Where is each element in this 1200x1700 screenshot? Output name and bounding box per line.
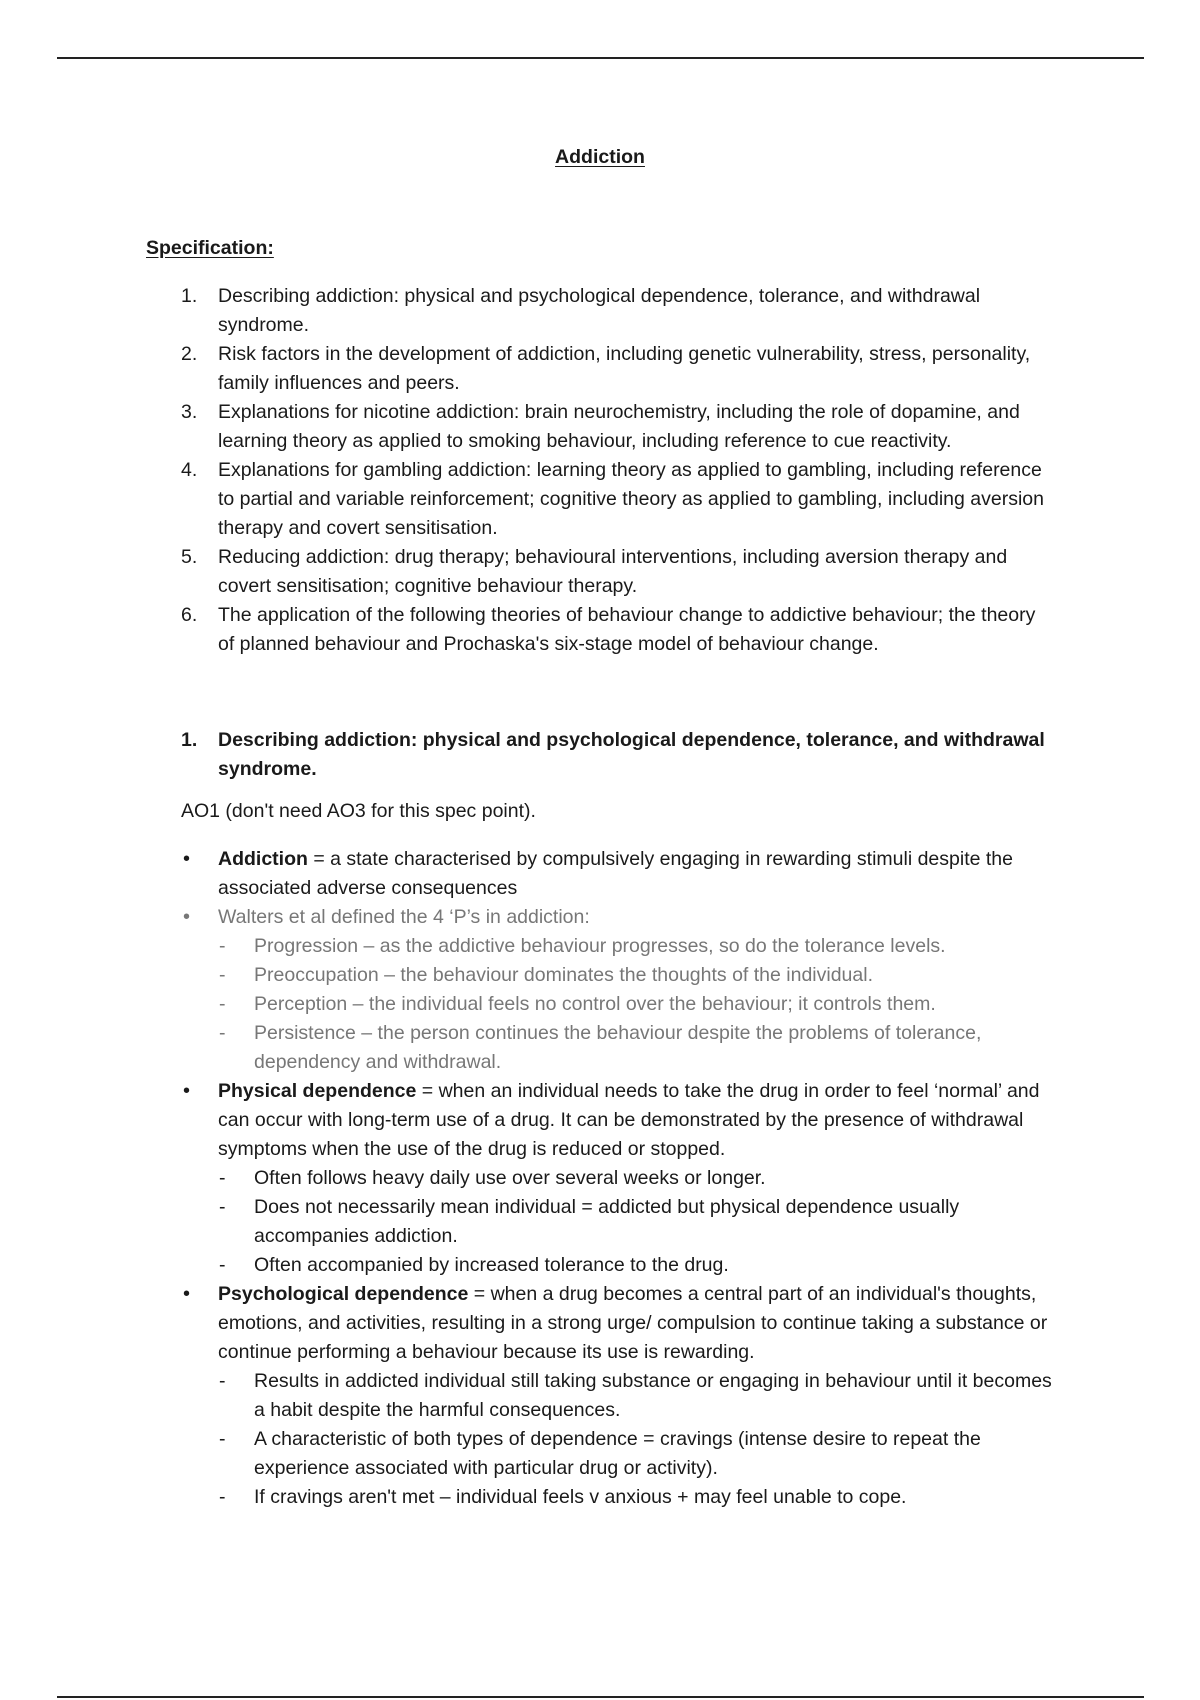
sub-point: - Progression – as the addictive behaviour progresses, so do the tolerance levels. bbox=[219, 935, 946, 957]
spec-item: 6. The application of the following theories of behaviour change to addictive behaviour; the theory of planned behaviour and Prochaska's six-stage model of behaviour change. bbox=[181, 604, 1036, 655]
sub-point: - Results in addicted individual still taking substance or engaging in behaviour until it becomes a habit despite the harmful consequences. bbox=[219, 1370, 1052, 1421]
footer-rule bbox=[57, 1696, 1144, 1698]
bullet-icon: • bbox=[183, 1080, 191, 1102]
sub-point: - A characteristic of both types of dependence = cravings (intense desire to repeat the experience associated with particular drug or activity). bbox=[219, 1428, 981, 1479]
sub-point: - Does not necessarily mean individual = addicted but physical dependence usually accompanies addiction. bbox=[219, 1196, 960, 1247]
bullet-icon: • bbox=[183, 906, 191, 928]
sub-point: - Often follows heavy daily use over several weeks or longer. bbox=[219, 1167, 766, 1189]
bullet-addiction: • Addiction = a state characterised by compulsively engaging in rewarding stimuli despite the associated adverse consequences bbox=[0, 845, 1058, 903]
ao-note: AO1 (don't need AO3 for this spec point). bbox=[181, 800, 536, 822]
spec-item: 2. Risk factors in the development of addiction, including genetic vulnerability, stress, personality, family influences and peers. bbox=[181, 343, 1031, 394]
spec-item: 3. Explanations for nicotine addiction: brain neurochemistry, including the role of dopamine, and learning theory as applied to smoking behaviour, including reference to cue reactivity. bbox=[181, 401, 1020, 452]
bullet-walters: • Walters et al defined the 4 ‘P’s in addiction: bbox=[0, 903, 1058, 932]
sub-point: - Persistence – the person continues the behaviour despite the problems of tolerance, dependency and withdrawal. bbox=[219, 1022, 982, 1073]
bullet-physical-dependence: • Physical dependence = when an individual needs to take the drug in order to feel ‘normal’ and can occur with long-term use of a drug. It can be demonstrated by the presence of withdrawal symptoms when the use of the drug is reduced or stopped. bbox=[0, 1077, 1058, 1164]
bullet-icon: • bbox=[183, 848, 191, 870]
sub-point: - If cravings aren't met – individual feels v anxious + may feel unable to cope. bbox=[219, 1486, 907, 1508]
sub-point: - Preoccupation – the behaviour dominates the thoughts of the individual. bbox=[219, 964, 874, 986]
sub-point: - Often accompanied by increased tolerance to the drug. bbox=[219, 1254, 729, 1276]
document-title: Addiction bbox=[555, 146, 645, 168]
spec-item: 5. Reducing addiction: drug therapy; behavioural interventions, including aversion therapy and covert sensitisation; cognitive behaviour therapy. bbox=[181, 546, 1008, 597]
specification-heading: Specification: bbox=[146, 237, 274, 259]
spec-item: 4. Explanations for gambling addiction: learning theory as applied to gambling, including reference to partial and variable reinforcement; cognitive theory as applied to gambling, including aversion therapy and covert sensitisation. bbox=[181, 459, 1044, 539]
header-rule bbox=[57, 57, 1144, 59]
spec-item: 1. Describing addiction: physical and psychological dependence, tolerance, and withdrawal syndrome. bbox=[181, 285, 981, 336]
sub-point: - Perception – the individual feels no control over the behaviour; it controls them. bbox=[219, 993, 936, 1015]
bullet-psychological-dependence: • Psychological dependence = when a drug becomes a central part of an individual's thoughts, emotions, and activities, resulting in a strong urge/ compulsion to continue taking a substance or continue performing a behaviour because its use is rewarding. bbox=[0, 1280, 1058, 1367]
section-1-heading: 1. Describing addiction: physical and psychological dependence, tolerance, and withdrawal syndrome. bbox=[181, 729, 1045, 780]
section-1-notes bbox=[0, 845, 1200, 1512]
specification-list bbox=[0, 282, 1200, 659]
bullet-icon: • bbox=[183, 1283, 191, 1305]
